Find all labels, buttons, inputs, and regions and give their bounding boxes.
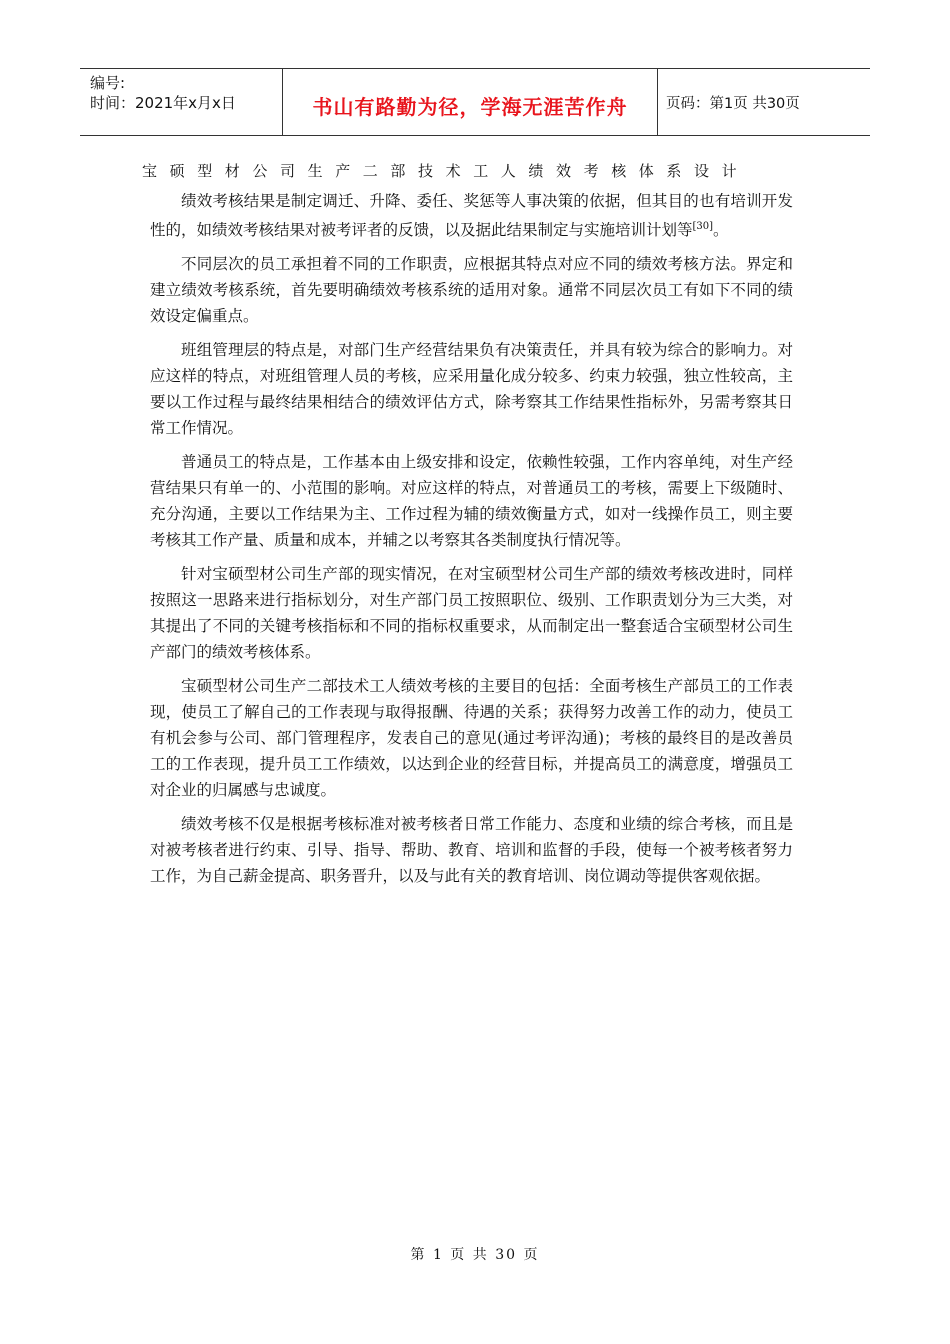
citation-reference: [30] (692, 221, 714, 232)
page-footer: 第 1 页 共 30 页 (410, 1247, 540, 1263)
document-body (150, 188, 793, 897)
document-number-label: 编号: (90, 74, 126, 92)
header-meta (80, 69, 282, 135)
paragraph: 绩效考核不仅是根据考核标准对被考核者日常工作能力、态度和业绩的综合考核，而且是对被考核者进行约束、引导、指导、帮助、教育、培训和监督的手段，使每一个被考核者努力工作，为自己薪金提高、职务晋升，以及与此有关的教育培训、岗位调动等提供客观依据。 (150, 815, 793, 886)
paragraph: 针对宝硕型材公司生产部的现实情况，在对宝硕型材公司生产部的绩效考核改进时，同样按照这一思路来进行指标划分，对生产部门员工按照职位、级别、工作职责划分为三大类，对其提出了不同的关键考核指标和不同的指标权重要求，从而制定出一整套适合宝硕型材公司生产部门的绩效考核体系。 (150, 565, 793, 662)
paragraph: 普通员工的特点是，工作基本由上级安排和设定，依赖性较强，工作内容单纯，对生产经营结果只有单一的、小范围的影响。对应这样的特点，对普通员工的考核，需要上下级随时、充分沟通，主要以工作结果为主、工作过程为辅的绩效衡量方式，如对一线操作员工，则主要考核其工作产量、质量和成本，并辅之以考察其各类制度执行情况等。 (150, 453, 793, 550)
document-date-label: 时间：2021年x月x日 (90, 94, 236, 112)
page-header (80, 68, 870, 136)
header-page-info: 页码：第1页 共30页 (666, 95, 800, 112)
paragraph: 宝硕型材公司生产二部技术工人绩效考核的主要目的包括：全面考核生产部员工的工作表现，使员工了解自己的工作表现与取得报酬、待遇的关系；获得努力改善工作的动力，使员工有机会参与公司、部门管理程序，发表自己的意见(通过考评沟通)；考核的最终目的是改善员工的工作表现，提升员工工作绩效，以达到企业的经营目标，并提高员工的满意度，增强员工对企业的归属感与忠诚度。 (150, 677, 793, 800)
paragraph: 班组管理层的特点是，对部门生产经营结果负有决策责任，并具有较为综合的影响力。对应这样的特点，对班组管理人员的考核，应采用量化成分较多、约束力较强，独立性较高，主要以工作过程与最终结果相结合的绩效评估方式，除考察其工作结果性指标外，另需考察其日常工作情况。 (150, 341, 793, 438)
paragraph: 不同层次的员工承担着不同的工作职责，应根据其特点对应不同的绩效考核方法。界定和建立绩效考核系统，首先要明确绩效考核系统的适用对象。通常不同层次员工有如下不同的绩效设定偏重点。 (150, 255, 793, 326)
document-title: 宝硕型材公司生产二部技术工人绩效考核体系设计 (142, 162, 750, 180)
header-motto: 书山有路勤为径，学海无涯苦作舟 (282, 69, 658, 135)
paragraph: 绩效考核结果是制定调迁、升降、委任、奖惩等人事决策的依据，但其目的也有培训开发性的，如绩效考核结果对被考评者的反馈，以及据此结果制定与实施培训计划等[30]。 (150, 192, 793, 240)
